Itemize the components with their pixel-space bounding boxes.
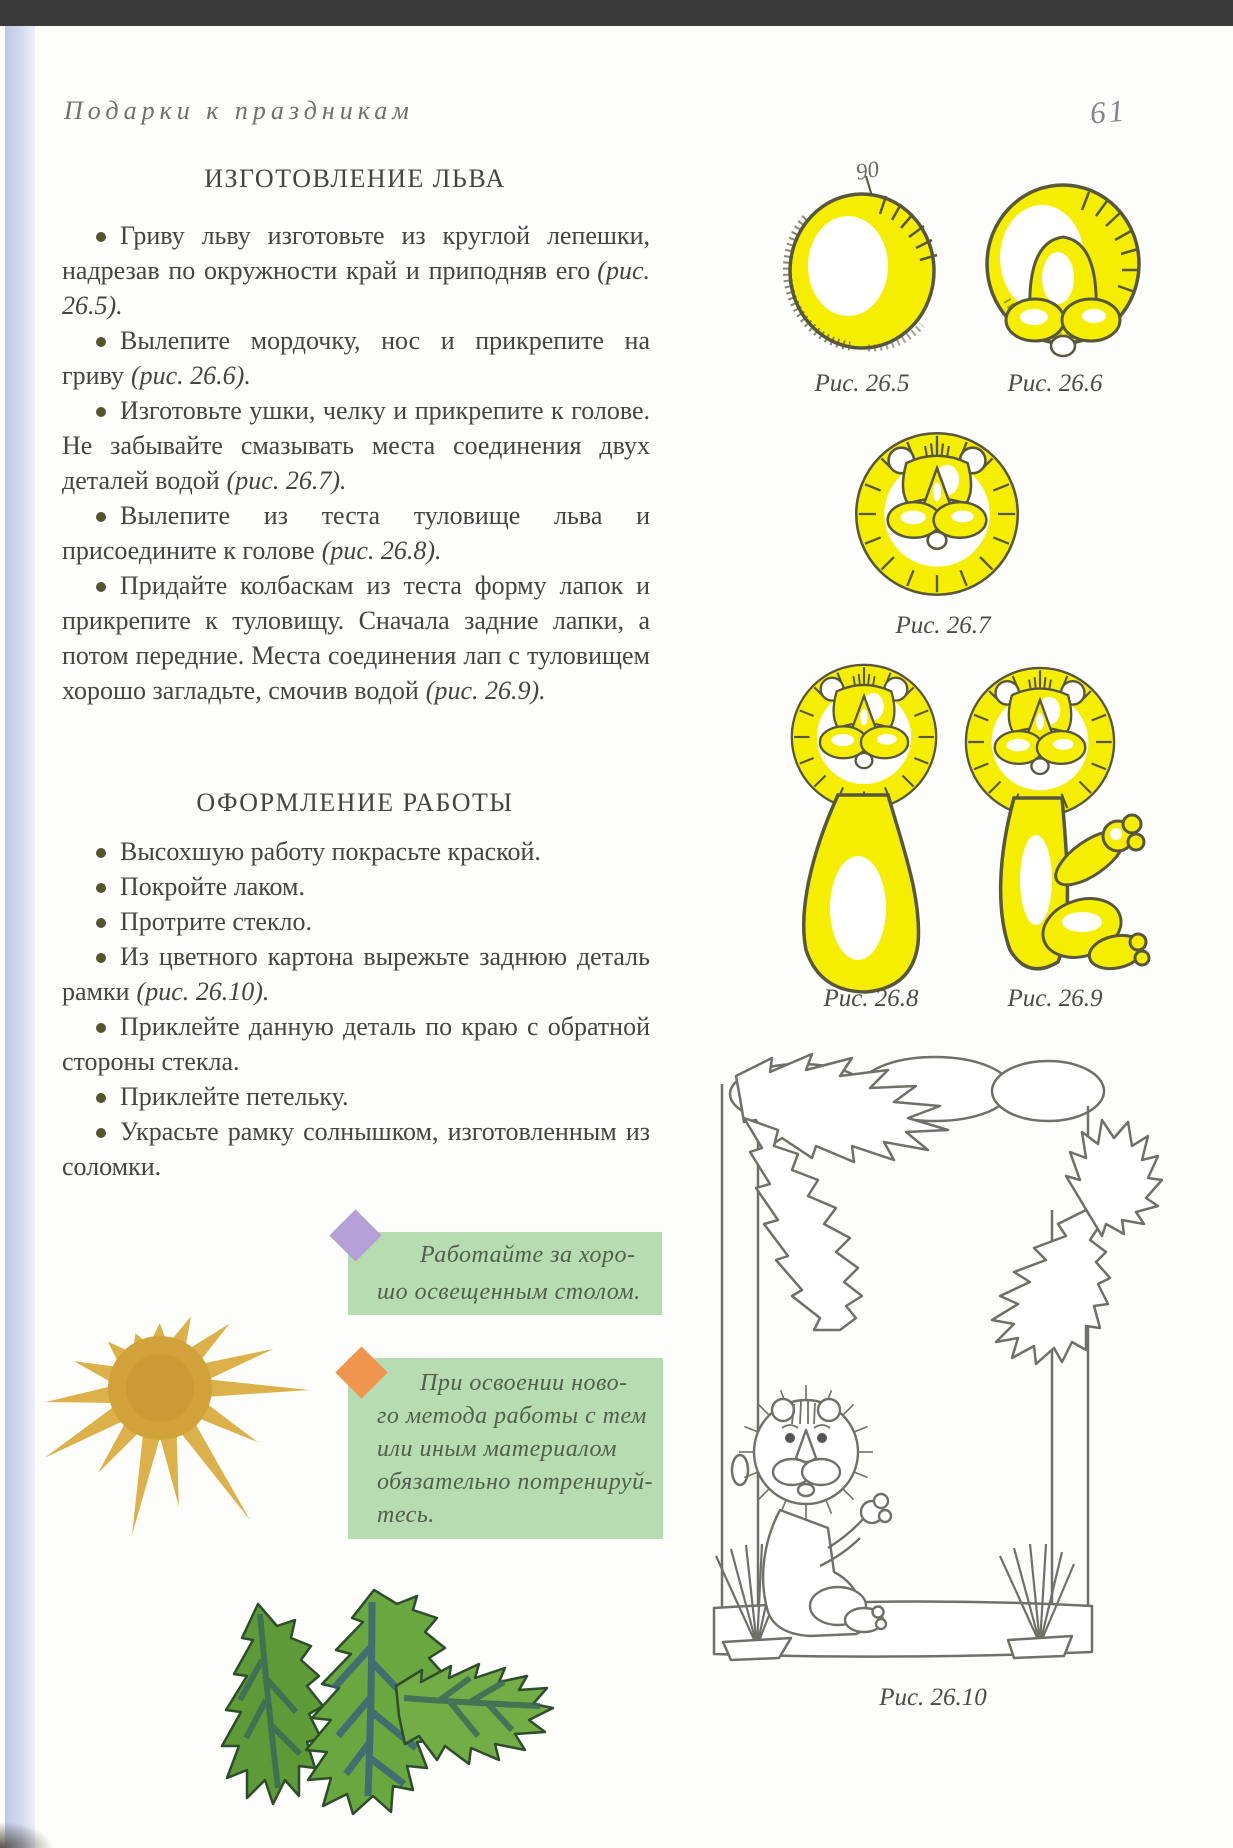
figure-26-5-annotation: 90 bbox=[853, 156, 881, 185]
figure-caption-26-5: Рис. 26.5 bbox=[814, 370, 910, 397]
figure-caption-26-9: Рис. 26.9 bbox=[1007, 985, 1103, 1012]
tip-text-line: тесь. bbox=[377, 1502, 435, 1528]
figure-26-8-illustration bbox=[792, 665, 936, 992]
instruction-text: Из цветного картона вырежьте заднюю деталь рамки bbox=[62, 942, 650, 1006]
instruction-text: Украсьте рамку солнышком, изготовленным из соломки. bbox=[62, 1117, 650, 1181]
tip-text-line: или иным материалом bbox=[377, 1436, 617, 1462]
instruction-text: Изготовьте ушки, челку и прикрепите к голове. Не забывайте смазывать места соединения двух деталей водой bbox=[62, 396, 650, 495]
instruction-text: Вылепите из теста туловище льва и присоедините к голове bbox=[62, 501, 650, 565]
instruction-text: Покройте лаком. bbox=[120, 872, 306, 901]
instruction-text: Протрите стекло. bbox=[120, 907, 312, 936]
instruction-text: Придайте колбаскам из теста форму лапок и прикрепите к туловищу. Сначала задние лапки, а потом передние. Места соединения лап с туловищем хорошо загладьте, смочив водой bbox=[62, 571, 650, 705]
figure-reference: (рис. 26.8). bbox=[321, 536, 442, 565]
tip-text-line: го метода работы с тем bbox=[377, 1403, 647, 1429]
running-head: Подарки к праздникам bbox=[64, 96, 414, 125]
figure-caption-26-7: Рис. 26.7 bbox=[895, 612, 991, 639]
figure-26-9-illustration bbox=[966, 668, 1149, 973]
section-title-making-lion: ИЗГОТОВЛЕНИЕ ЛЬВА bbox=[204, 164, 506, 193]
figure-reference: (рис. 26.6). bbox=[130, 361, 251, 390]
figure-26-6-illustration bbox=[987, 185, 1140, 356]
tip-text-line: При освоении ново- bbox=[420, 1370, 628, 1396]
figure-reference: (рис. 26.10). bbox=[136, 977, 270, 1006]
figure-26-10-illustration bbox=[714, 1054, 1162, 1660]
figure-caption-26-10: Рис. 26.10 bbox=[879, 1684, 987, 1711]
instruction-text: Приклейте данную деталь по краю с обратной стороны стекла. bbox=[62, 1012, 650, 1076]
tip-text-line: обязательно потренируй- bbox=[377, 1469, 654, 1495]
instruction-text: Высохшую работу покрасьте краской. bbox=[120, 837, 541, 866]
instruction-text: Гриву льву изготовьте из круглой лепешки, надрезав по окружности край и приподняв его bbox=[62, 221, 650, 285]
instruction-text: Приклейте петельку. bbox=[120, 1082, 349, 1111]
tip-text-line: шо освещенным столом. bbox=[377, 1279, 641, 1305]
figure-caption-26-6: Рис. 26.6 bbox=[1007, 370, 1103, 397]
figure-26-5-illustration bbox=[787, 176, 937, 348]
figure-reference: (рис. 26.7). bbox=[226, 466, 347, 495]
instruction-text: Вылепите мордочку, нос и прикрепите на гриву bbox=[62, 326, 650, 390]
sun-illustration bbox=[41, 1312, 310, 1537]
figure-caption-26-8: Рис. 26.8 bbox=[823, 985, 919, 1012]
page-number: 61 bbox=[1088, 92, 1129, 131]
leaves-illustration bbox=[222, 1590, 553, 1814]
figure-reference: (рис. 26.9). bbox=[425, 676, 546, 705]
tip-text-line: Работайте за хоро- bbox=[420, 1242, 636, 1268]
figure-reference: (рис. 26.5). bbox=[62, 256, 650, 320]
frame-lion bbox=[739, 1385, 891, 1636]
section-title-finishing-work: ОФОРМЛЕНИЕ РАБОТЫ bbox=[196, 788, 514, 817]
figure-26-7-illustration bbox=[856, 433, 1018, 595]
